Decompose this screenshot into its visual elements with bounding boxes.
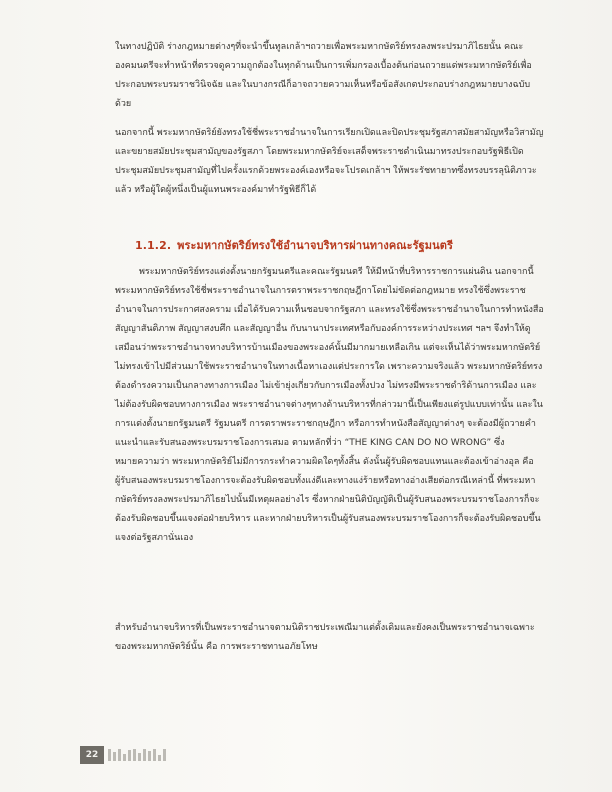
section-number: 1.1.2.: [135, 239, 172, 252]
paragraph-veto-practice: ในทางปฏิบัติ ร่างกฎหมายต่างๆที่จะนำขึ้นทูลเกล้าฯถวายเพื่อพระมหากษัตริย์ทรงลงพระปรมาภิไธยนั้น คณะองคมนตรีจะทำหน้าที่ตรวจดูความถูกต้องในทุกด้านเป็นการเพิ่มกรองเบื้องต้นก่อนถวายแด่พระมหากษัตริย์เพื่อประกอบพระบรมราชวินิจฉัย และในบางกรณีก็อาจถวายความเห็นหรือข้อสังเกตประกอบร่างกฎหมายบางฉบับด้วย: [115, 42, 532, 109]
paragraph-royal-pardon: สำหรับอำนาจบริหารที่เป็นพระราชอำนาจตามนิติราชประเพณีมาแต่ดั้งเดิมและยังคงเป็นพระราชอำนาจเฉพาะของพระมหากษัตริย์นั้น คือ การพระราชทานอภัยโทษ: [115, 623, 535, 652]
closing-block: [115, 619, 545, 657]
paragraph-executive-power: พระมหากษัตริย์ทรงแต่งตั้งนายกรัฐมนตรีและคณะรัฐมนตรี ให้มีหน้าที่บริหารราชการแผ่นดิน นอกจากนี้ พระมหากษัตริย์ทรงใช้ชี่พระราชอำนาจในการตราพระราชกฤษฎีกาโดยไม่ขัดต่อกฎหมาย ทรงใช้ซึ่งพระราชอำนาจในการประกาศสงคราม เมื่อได้รับความเห็นชอบจากรัฐสภา และทรงใช้ซึ่งพระราชอำนาจในการทำหนังสือสัญญาสันติภาพ สัญญาสงบศึก และสัญญาอื่น กับนานาประเทศหรือกับองค์การระหว่างประเทศ ฯลฯ จึงทำให้ดูเสมือนว่าพระราชอำนาจทางบริหารบ้านเมืองของพระองค์นั้นมีมากมายเหลือเกิน แต่จะเห็นได้ว่าพระมหากษัตริย์ไม่ทรงเข้าไปมีส่วนมาใช้พระราชอำนาจในทางเนื้อหาเองแต่ประการใด เพราะความจริงแล้ว พระมหากษัตริย์ทรงต้องดำรงความเป็นกลางทางการเมือง ไม่เข้ายุ่งเกี่ยวกับการเมืองทั้งปวง ไม่ทรงมีพระราชดำริด้านการเมือง และไม่ต้องรับผิดชอบทางการเมือง พระราชอำนาจต่างๆทางด้านบริหารที่กล่าวมานี้เป็นเพียงแต่รูปแบบเท่านั้น และในการแต่งตั้งนายกรัฐมนตรี รัฐมนตรี การตราพระราชกฤษฎีกา หรือการทำหนังสือสัญญาต่างๆ จะต้องมีผู้ถวายคำแนะนำและรับสนองพระบรมราชโองการเสมอ ตามหลักที่ว่า “THE KING CAN DO NO WRONG” ซึ่งหมายความว่า พระมหากษัตริย์ไม่มีการกระทำความผิดใดๆทั้งสิ้น ดังนั้นผู้รับผิดชอบแทนและต้องเข้าอ่างอุล คือผู้รับสนองพระบรมราชโองการจะต้องรับผิดชอบทั้งแง่ดีและทางแง่ร้ายหรือทางอ่างเสียต่อกรณีเหล่านี้ ที่พระมหากษัตริย์ทรงลงพระปรมาภิไธยไปนั้นมีเหตุผลอย่างไร ซึ่งหากฝ่ายนิติบัญญัติเป็นผู้รับสนองพระบรมราชโองการก็จะต้องรับผิดชอบขึ้นแจงต่อฝ่ายบริหาร และหากฝ่ายบริหารเป็นผู้รับสนองพระบรมราชโองการก็จะต้องรับผิดชอบขึ้นแจงต่อรัฐสภานั่นเอง: [115, 267, 544, 543]
intro-block: [115, 38, 545, 114]
page-footer: [80, 746, 240, 764]
section-body: [115, 263, 545, 548]
footer-decoration: [108, 749, 188, 761]
parliament-block: [115, 124, 545, 200]
page-number: 22: [80, 746, 104, 764]
section-heading: [135, 236, 453, 254]
paragraph-parliament-sessions: นอกจากนี้ พระมหากษัตริย์ยังทรงใช้ชี่พระราชอำนาจในการเรียกเปิดและปิดประชุมรัฐสภาสมัยสามัญหรือวิสามัญ และขยายสมัยประชุมสามัญของรัฐสภา โดยพระมหากษัตริย์จะเสด็จพระราชดำเนินมาทรงประกอบรัฐพิธีเปิดประชุมสมัยประชุมสามัญที่ไปครั้งแรกด้วยพระองค์เองหรือจะโปรดเกล้าฯ ให้พระรัชทายาทซึ่งทรงบรรลุนิติภาวะแล้ว หรือผู้ใดผู้หนึ่งเป็นผู้แทนพระองค์มาทำรัฐพิธีก็ได้: [115, 128, 544, 195]
section-title: พระมหากษัตริย์ทรงใช้อำนาจบริหารผ่านทางคณะรัฐมนตรี: [177, 239, 453, 252]
